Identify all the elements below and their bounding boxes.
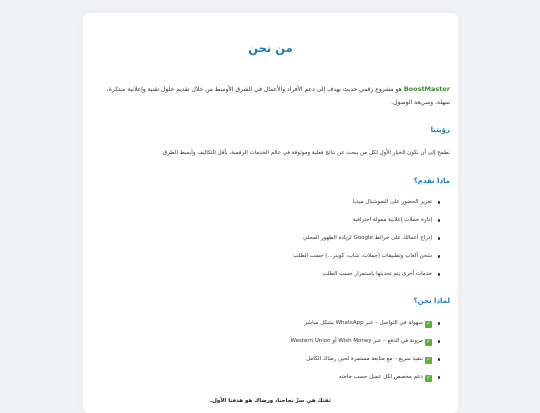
bullet-icon (438, 322, 441, 325)
bullet-icon (438, 201, 441, 204)
why-item-text: تنفيذ سريع – مع متابعة مستمرة لحين رضاك الكامل (306, 356, 423, 362)
list-item (91, 197, 440, 215)
checkmark-icon: ✓ (426, 321, 431, 327)
list-item (91, 318, 440, 336)
why-list (91, 318, 440, 390)
offer-item-text: تعزيز الحضور على السوشيال ميديا (352, 199, 432, 205)
list-item (91, 354, 440, 372)
offer-item-text: خدمات أخرى يتم تحديثها باستمرار حسب الطلب (322, 271, 432, 277)
list-item (91, 215, 440, 233)
intro-paragraph (91, 83, 450, 109)
offer-item-text: شحن ألعاب وتطبيقات (جملات، شاب، كوينز...) حسب الطلب (293, 253, 432, 259)
list-item (91, 251, 440, 269)
vision-heading: رؤيتنا (430, 126, 450, 134)
brand-name: BoostMaster (403, 85, 450, 93)
intro-text: هو مشروع رقمي حديث يهدف إلى دعم الأفراد والأعمال في الشرق الأوسط من خلال تقديم حلول تقنية وإعلانية مبتكرة، سهلة، وسريعة الوصول. (106, 86, 450, 106)
checkmark-icon: ✓ (426, 339, 431, 345)
offer-item-text: إدراج أعمالك على خرائط Google لزيادة الظهور المحلي (302, 235, 432, 241)
list-item (91, 336, 440, 354)
why-item-text: مرونة في الدفع – عبر Wish Money أو Western Union (290, 338, 423, 344)
bullet-icon (438, 376, 441, 379)
bullet-icon (438, 273, 441, 276)
list-item (91, 372, 440, 390)
checkmark-icon: ✓ (426, 357, 431, 363)
about-card (83, 13, 458, 413)
list-item (91, 233, 440, 251)
closing-statement: ثقتك هي سرّ نجاحنا، ورضاك هو هدفنا الأول. (210, 398, 331, 404)
bullet-icon (438, 255, 441, 258)
offer-list (91, 197, 440, 287)
bullet-icon (438, 219, 441, 222)
vision-text: نطمح إلى أن نكون الخيار الأول لكل من يبحث عن نتائج فعلية وموثوقة في عالم الخدمات الرقمية، بأقل التكاليف وأبسط الطرق. (161, 150, 450, 156)
list-item (91, 269, 440, 287)
page-title: من نحن (248, 41, 293, 55)
why-item-text: دعم مخصص لكل عميل حسب حاجته (338, 374, 423, 380)
offer-item-text: إدارة حملات إعلانية ممولة احترافية (352, 217, 432, 223)
bullet-icon (438, 358, 441, 361)
offer-heading: ماذا نقدم؟ (413, 177, 450, 185)
bullet-icon (438, 237, 441, 240)
why-heading: لماذا نحن؟ (413, 297, 450, 305)
why-item-text: سهولة في التواصل – عبر WhatsApp بشكل مباشر (304, 320, 423, 326)
checkmark-icon: ✓ (426, 375, 431, 381)
bullet-icon (438, 340, 441, 343)
